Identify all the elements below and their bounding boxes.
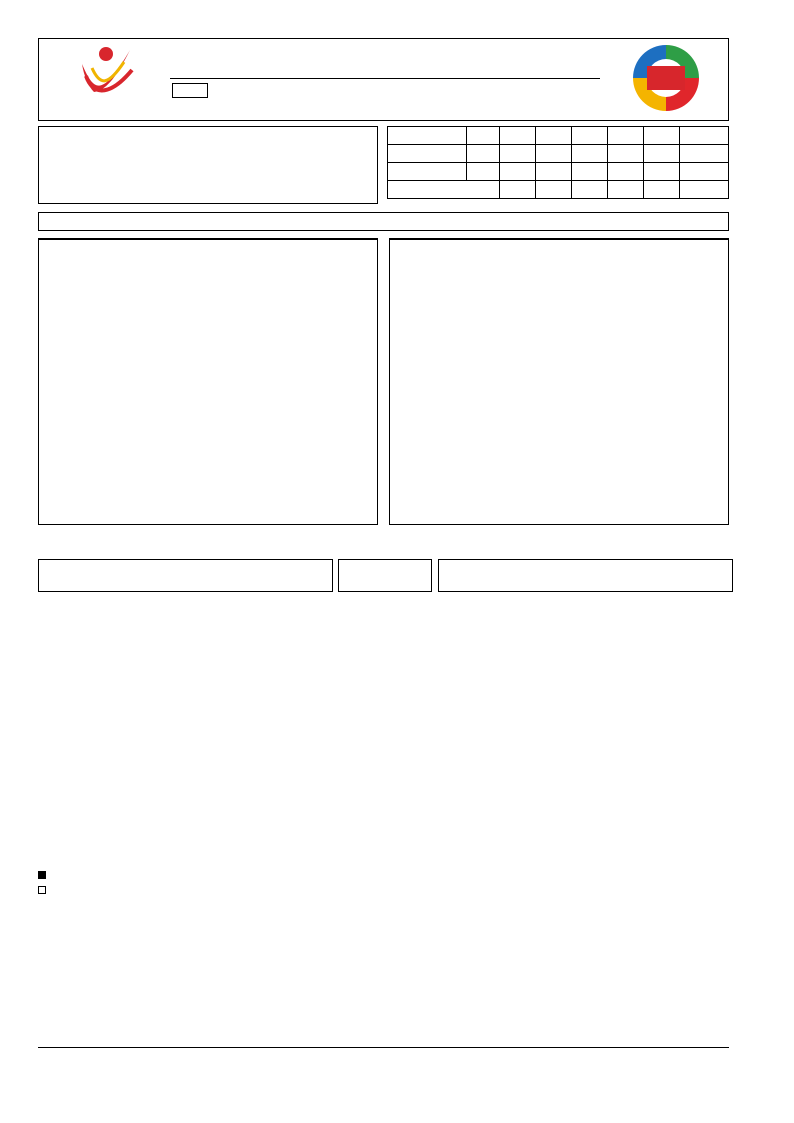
duration-line (42, 188, 68, 202)
score-set (500, 145, 536, 163)
score-row-away (388, 163, 729, 181)
set-duration-row (388, 181, 729, 199)
home-team-name (39, 239, 377, 240)
home-perf-header (38, 559, 333, 592)
set-duration (572, 181, 608, 199)
cnsg-logo-graphic (627, 42, 705, 114)
score-header-teams (388, 127, 467, 145)
score-sets (467, 163, 500, 181)
set-duration-label (388, 181, 500, 199)
score-header-set1 (500, 127, 536, 145)
score-header-sets (467, 127, 500, 145)
empty-square-icon (38, 886, 46, 894)
score-header-set3 (572, 127, 608, 145)
skills-header (338, 559, 432, 592)
score-set (572, 145, 608, 163)
cnsg-logo (627, 42, 705, 114)
score-header-total (680, 127, 729, 145)
home-roster-box (38, 238, 378, 525)
score-header-set5 (644, 127, 680, 145)
away-coach-line (393, 496, 411, 507)
filled-square-icon (38, 871, 46, 879)
score-header-row (388, 127, 729, 145)
score-set (644, 163, 680, 181)
score-team (388, 163, 467, 181)
set-duration (536, 181, 572, 199)
score-set (536, 163, 572, 181)
away-roster-box (389, 238, 729, 525)
cvl-logo-graphic (72, 42, 142, 118)
score-set (644, 145, 680, 163)
match-info-box (38, 126, 378, 204)
away-perf-header (438, 559, 733, 592)
header-divider (170, 78, 600, 79)
set-duration (500, 181, 536, 199)
footer-line (38, 1047, 729, 1048)
score-total (680, 163, 729, 181)
set-duration (608, 181, 644, 199)
hall-line (42, 170, 48, 184)
score-header-set4 (608, 127, 644, 145)
score-set (500, 163, 536, 181)
cvl-logo (72, 42, 142, 118)
legend-starting (38, 870, 50, 881)
score-row-home (388, 145, 729, 163)
score-header-set2 (536, 127, 572, 145)
score-total (680, 145, 729, 163)
legend-substitute (38, 885, 50, 896)
score-set (608, 145, 644, 163)
set-duration-total (680, 181, 729, 199)
score-set (572, 163, 608, 181)
away-team-name (390, 239, 728, 240)
score-set (608, 163, 644, 181)
match-line (42, 131, 73, 145)
set-duration (644, 181, 680, 199)
referees-box (38, 212, 729, 231)
home-coach-line (42, 496, 60, 507)
page-code (172, 83, 208, 98)
score-sets (467, 145, 500, 163)
score-set (536, 145, 572, 163)
city-line (42, 151, 50, 165)
score-table (387, 126, 729, 199)
score-team (388, 145, 467, 163)
